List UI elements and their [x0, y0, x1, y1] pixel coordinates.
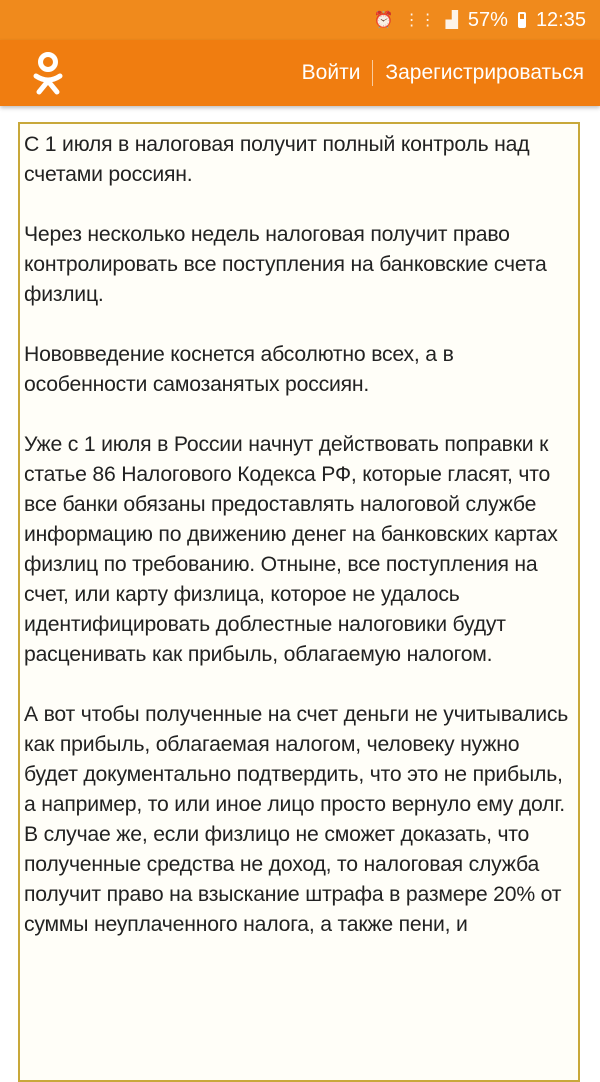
app-header: [0, 40, 600, 106]
alarm-icon: ⏰: [373, 12, 394, 29]
login-button[interactable]: Войти: [301, 61, 361, 84]
battery-icon: [518, 12, 526, 28]
status-bar: [0, 0, 600, 40]
register-button[interactable]: Зарегистрироваться: [385, 61, 584, 84]
article-paragraph: С 1 июля в налоговая получит полный контроль над счетами россиян.: [24, 133, 530, 186]
article-paragraph: Через несколько недель налоговая получит право контролировать все поступления на банковские счета физлиц.: [24, 223, 547, 306]
clock: 12:35: [535, 8, 586, 31]
article-paragraph: Уже с 1 июля в России начнут действовать поправки к статье 86 Налогового Кодекса РФ, которые гласят, что все банки обязаны предоставлять налоговой службе информацию по движению денег на банковских картах физлиц по требованию. Отныне, все поступления на счет, или карту физлица, которое не удалось идентифицировать доблестные налоговики будут расценивать как прибыль, облагаемую налогом.: [24, 433, 558, 666]
article-text: [24, 130, 572, 940]
header-divider: [372, 60, 373, 86]
article-container: [18, 122, 580, 1082]
header-actions: [302, 40, 584, 106]
signal-icon: ▟: [445, 12, 458, 29]
article-paragraph: А вот чтобы полученные на счет деньги не учитывались как прибыль, облагаемая налогом, человеку нужно будет документально подтвердить, что это не прибыль, а например, то или иное лицо просто вернуло ему долг. В случае же, если физлицо не сможет доказать, что полученные средства не доход, то налоговая служба получит право на взыскание штрафа в размере 20% от суммы неуплаченного налога, а также пени, и: [24, 703, 569, 936]
odnoklassniki-logo[interactable]: [28, 50, 68, 98]
article-paragraph: Нововведение коснется абсолютно всех, а в особенности самозанятых россиян.: [24, 343, 454, 396]
vibrate-icon: ⋮⋮: [403, 12, 436, 29]
battery-percentage: 57%: [467, 8, 508, 31]
